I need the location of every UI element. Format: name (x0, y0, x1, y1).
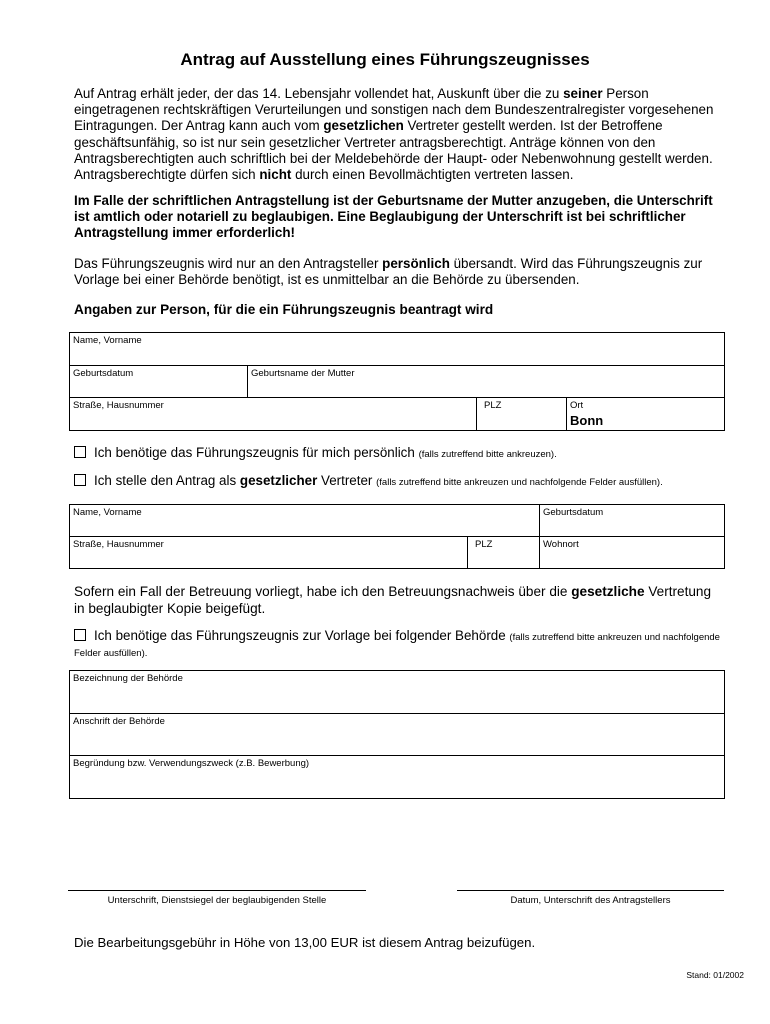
fee-notice: Die Bearbeitungsgebühr in Höhe von 13,00 EUR ist diesem Antrag beizufügen. (74, 935, 536, 950)
person-city-value: Bonn (570, 413, 604, 428)
authority-address-field[interactable] (70, 714, 725, 756)
rep-name-label: Name, Vorname (73, 507, 142, 518)
check-personal-row (74, 445, 734, 463)
intro-paragraph (74, 86, 714, 183)
person-city-label: Ort (570, 400, 584, 411)
version-stamp: Stand: 01/2002 (686, 970, 744, 980)
authority-table (69, 670, 725, 799)
person-table (69, 332, 725, 431)
person-street-label: Straße, Hausnummer (73, 400, 164, 411)
check-authority-note: (falls zutreffend bitte ankreuzen und nachfolgende Felder ausfüllen). (74, 632, 720, 659)
rep-residence-label: Wohnort (543, 539, 579, 550)
person-mother-label: Geburtsname der Mutter (251, 368, 355, 379)
authority-reason-label: Begründung bzw. Verwendungszweck (z.B. Bewerbung) (73, 758, 310, 769)
check-representative-text-2: Vertreter (317, 473, 373, 488)
intro-bold-1: seiner (563, 86, 603, 101)
delivery-paragraph (74, 256, 714, 288)
check-representative-row (74, 473, 734, 491)
rep-birthdate-field[interactable] (540, 505, 725, 537)
care-bold: gesetzliche (571, 584, 645, 599)
person-street-field[interactable] (70, 398, 477, 431)
rep-residence-field[interactable] (540, 537, 725, 569)
rep-name-field[interactable] (70, 505, 540, 537)
authority-name-label: Bezeichnung der Behörde (73, 673, 183, 684)
delivery-text-1: Das Führungszeugnis wird nur an den Antragsteller (74, 256, 383, 271)
rep-street-field[interactable] (70, 537, 468, 569)
intro-text-1: Auf Antrag erhält jeder, der das 14. Lebensjahr vollendet hat, Auskunft über die zu (74, 86, 564, 101)
rep-plz-field[interactable] (468, 537, 540, 569)
check-personal-label: Ich benötige das Führungszeugnis für mich persönlich (94, 445, 415, 460)
representative-table (69, 504, 725, 569)
person-city-field[interactable] (567, 398, 725, 431)
person-birthdate-field[interactable] (70, 366, 248, 398)
check-personal-checkbox[interactable] (74, 446, 86, 458)
care-text-1: Sofern ein Fall der Betreuung vorliegt, habe ich den Betreuungsnachweis über die (74, 584, 572, 599)
person-name-label: Name, Vorname (73, 335, 142, 346)
delivery-text-2: übersandt. Wird das Führungszeugnis zur Vorlage bei einer Behörde benötigt, ist es unmittelbar an die Behörde zu übersenden. (74, 256, 703, 288)
person-name-field[interactable] (70, 333, 725, 366)
authority-reason-field[interactable] (70, 756, 725, 799)
check-representative-text-1: Ich stelle den Antrag als (94, 473, 240, 488)
rep-street-label: Straße, Hausnummer (73, 539, 164, 550)
intro-text-3: Vertreter gestellt werden. Ist der Betroffene geschäftsunfähig, so ist nur sein gesetzlicher Vertreter antragsberechtigt. Anträge können von den Antragsberechtigten auch schriftlich bei der Meldebehörde der Haupt- oder Nebenwohnung gestellt werden. Antragsberechtigte dürfen sich (74, 118, 713, 183)
person-birthdate-label: Geburtsdatum (73, 368, 134, 379)
person-plz-label: PLZ (484, 400, 502, 411)
authority-name-field[interactable] (70, 671, 725, 714)
signature-label-left: Unterschrift, Dienstsiegel der beglaubigenden Stelle (107, 895, 327, 906)
care-text-2: Vertretung in beglaubigter Kopie beigefügt. (74, 584, 712, 616)
person-mother-field[interactable] (248, 366, 725, 398)
rep-birthdate-label: Geburtsdatum (543, 507, 604, 518)
check-personal-note: (falls zutreffend bitte ankreuzen). (418, 449, 557, 460)
check-authority-label: Ich benötige das Führungszeugnis zur Vorlage bei folgender Behörde (94, 628, 506, 643)
intro-bold-2: gesetzlichen (323, 118, 404, 134)
signature-label-right: Datum, Unterschrift des Antragstellers (510, 895, 671, 906)
rep-plz-label: PLZ (475, 539, 493, 550)
check-representative-checkbox[interactable] (74, 474, 86, 486)
delivery-bold-1: persönlich (382, 256, 450, 271)
check-authority-checkbox[interactable] (74, 629, 86, 641)
intro-text-2: Person eingetragenen rechtskräftigen Verurteilungen und sonstigen nach dem Bundeszentralregister vorgesehenen Eintragungen. Der Antrag kann auch vom (74, 86, 714, 134)
page-title: Antrag auf Ausstellung eines Führungszeugnisses (180, 50, 590, 69)
signature-line-right[interactable] (457, 890, 724, 891)
person-plz-field[interactable] (477, 398, 567, 431)
signature-line-left[interactable] (68, 890, 366, 891)
intro-bold-3: nicht (259, 167, 292, 183)
authority-address-label: Anschrift der Behörde (73, 716, 165, 727)
intro-text-4: durch einen Bevollmächtigten vertreten lassen. (291, 167, 574, 183)
section-heading: Angaben zur Person, für die ein Führungszeugnis beantragt wird (74, 302, 494, 317)
check-representative-note: (falls zutreffend bitte ankreuzen und nachfolgende Felder ausfüllen). (376, 477, 663, 488)
notice-paragraph: Im Falle der schriftlichen Antragstellung ist der Geburtsname der Mutter anzugeben, die Unterschrift ist amtlich oder notariell zu beglaubigen. Eine Beglaubigung der Unterschrift ist bei schriftlicher Antragstellung immer erforderlich! (74, 193, 713, 241)
check-representative-bold: gesetzlicher (239, 473, 318, 488)
care-paragraph (74, 583, 714, 617)
check-authority-row (74, 629, 734, 661)
